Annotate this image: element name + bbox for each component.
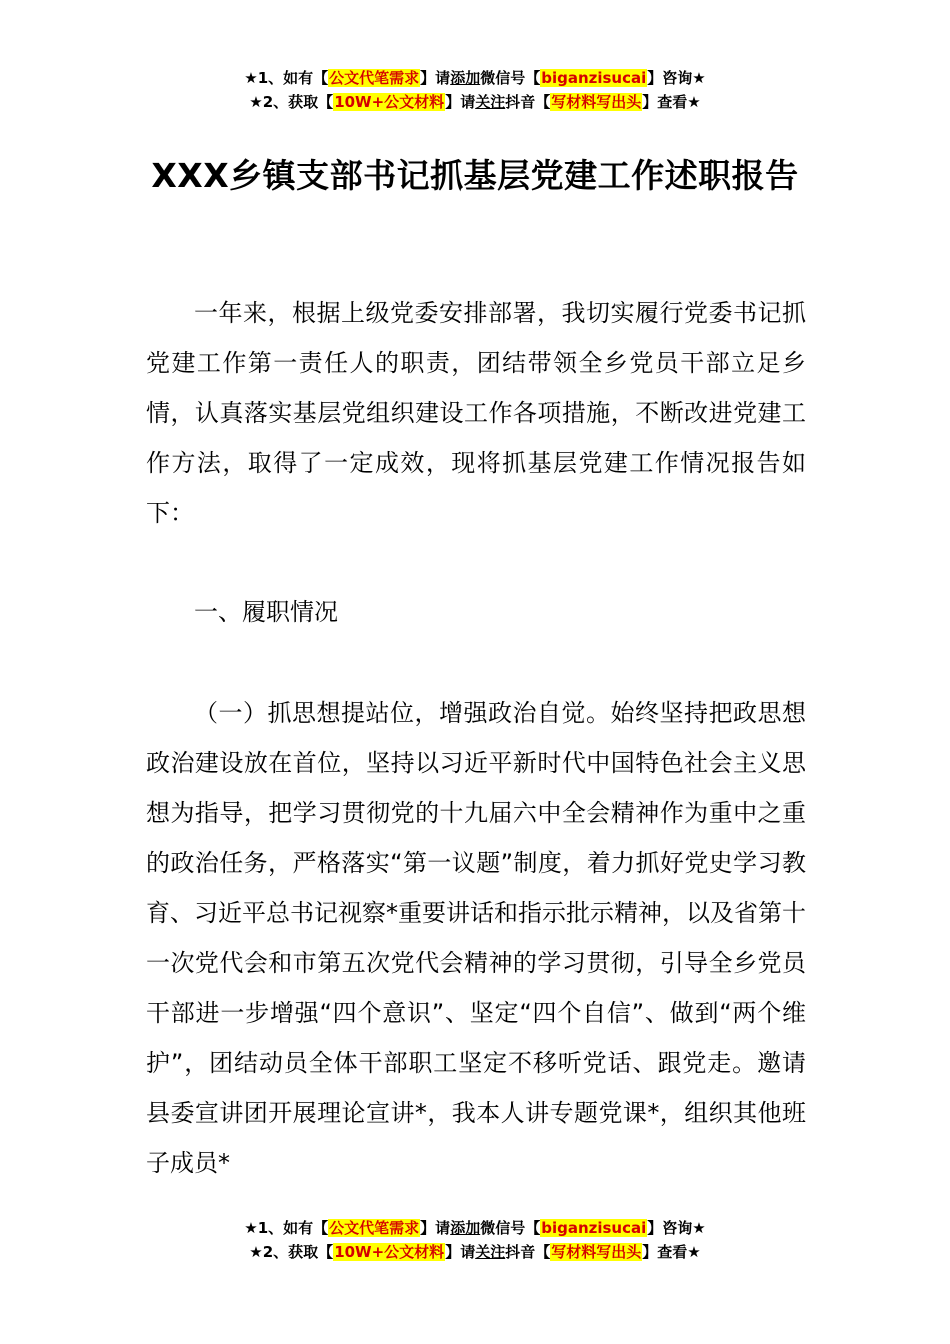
- promo-highlight-materials: 10W+公文材料: [334, 93, 445, 111]
- promo-line-2: ★2、获取【10W+公文材料】请关注抖音【写材料写出头】查看★: [249, 1243, 701, 1261]
- header-promo-banner: [0, 66, 950, 114]
- promo-highlight-douyin: 写材料写出头: [551, 1243, 642, 1261]
- promo-highlight-service: 公文代笔需求: [329, 1219, 420, 1237]
- promo-highlight-service: 公文代笔需求: [329, 69, 420, 87]
- document-title: XXX乡镇支部书记抓基层党建工作述职报告: [151, 156, 799, 195]
- promo-line-1: ★1、如有【公文代笔需求】请添加微信号【biganzisucai】咨询★: [244, 1219, 706, 1237]
- subsection-paragraph-1: （一）抓思想提站位，增强政治自觉。始终坚持把政思想政治建设放在首位，坚持以习近平新时代中国特色社会主义思想为指导，把学习贯彻党的十九届六中全会精神作为重中之重的政治任务，严格落实“第一议题”制度，着力抓好党史学习教育、习近平总书记视察*重要讲话和指示批示精神，以及省第十一次党代会和市第五次党代会精神的学习贯彻，引导全乡党员干部进一步增强“四个意识”、坚定“四个自信”、做到“两个维护”，团结动员全体干部职工坚定不移听党话、跟党走。邀请县委宣讲团开展理论宣讲*，我本人讲专题党课*，组织其他班子成员*: [146, 699, 806, 1177]
- promo-highlight-wechat: biganzisucai: [541, 69, 647, 87]
- intro-paragraph: 一年来，根据上级党委安排部署，我切实履行党委书记抓党建工作第一责任人的职责，团结带领全乡党员干部立足乡情，认真落实基层党组织建设工作各项措施，不断改进党建工作方法，取得了一定成效，现将抓基层党建工作情况报告如下：: [146, 299, 806, 527]
- footer-promo-banner: [0, 1216, 950, 1264]
- promo-line-1: ★1、如有【公文代笔需求】请添加微信号【biganzisucai】咨询★: [244, 69, 706, 87]
- promo-highlight-materials: 10W+公文材料: [334, 1243, 445, 1261]
- promo-highlight-douyin: 写材料写出头: [551, 93, 642, 111]
- promo-line-2: ★2、获取【10W+公文材料】请关注抖音【写材料写出头】查看★: [249, 93, 701, 111]
- promo-highlight-wechat: biganzisucai: [541, 1219, 647, 1237]
- section-heading-1: 一、履职情况: [194, 598, 338, 626]
